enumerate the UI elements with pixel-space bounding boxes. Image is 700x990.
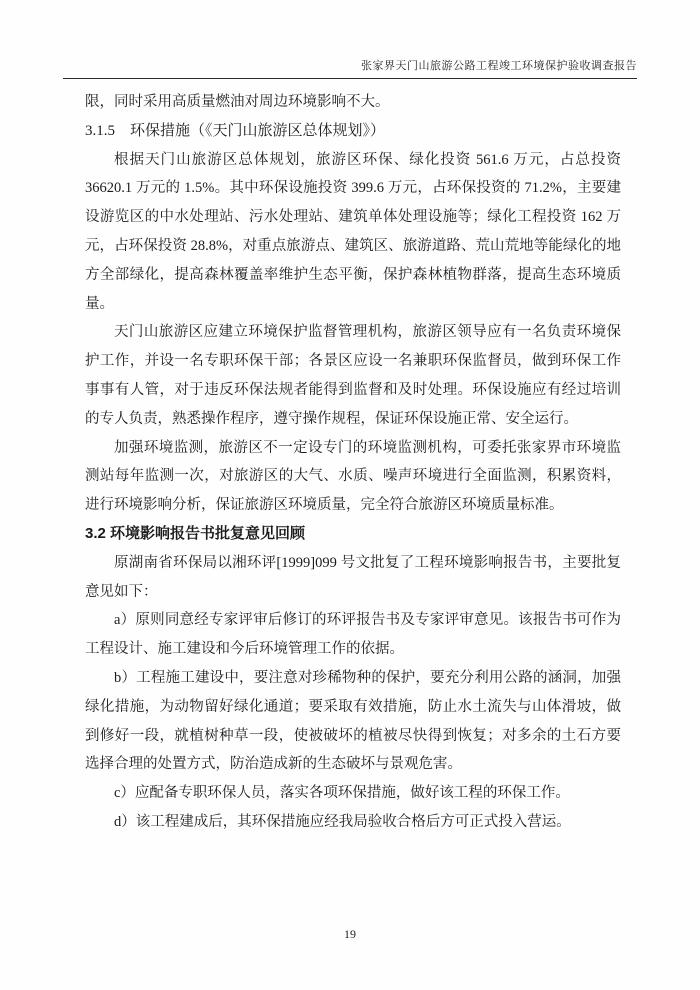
paragraph-supervision: 天门山旅游区应建立环境保护监督管理机构，旅游区领导应有一名负责环境保护工作，并设一名专职环保干部；各景区应设一名兼职环保监督员，做到环保工作事事有人管，对于违反环保法规者能得到监督和及时处理。环保设施应有经过培训的专人负责，熟悉操作程序，遵守操作规程，保证环保设施正常、安全运行。 <box>85 324 621 427</box>
approval-item-a: a）原则同意经专家评审后修订的环评报告书及专家评审意见。该报告书可作为工程设计、施工建设和今后环境管理工作的依据。 <box>85 612 621 658</box>
page-number: 19 <box>344 927 356 941</box>
page-body <box>85 88 621 837</box>
approval-item-b: b）工程施工建设中，要注意对珍稀物种的保护，要充分利用公路的涵洞，加强绿化措施，为动物留好绿化通道；要采取有效措施，防止水土流失与山体滑坡，做到修好一段，就植树种草一段，使被破坏的植被尽快得到恢复；对多余的土石方要选择合理的处置方式，防治造成新的生态破坏与景观危害。 <box>85 669 621 773</box>
section-heading-3-2: 3.2 环境影响报告书批复意见回顾 <box>85 524 306 542</box>
page-footer <box>0 927 700 942</box>
paragraph-approval-intro: 原湖南省环保局以湘环评[1999]099 号文批复了工程环境影响报告书，主要批复意见如下： <box>85 554 621 600</box>
running-header-title: 张家界天门山旅游公路工程竣工环境保护验收调查报告 <box>361 60 637 72</box>
approval-item-d: d）该工程建成后，其环保措施应经我局验收合格后方可正式投入营运。 <box>114 813 571 830</box>
running-header <box>63 57 637 79</box>
continuation-paragraph: 限，同时采用高质量燃油对周边环境影响不大。 <box>85 94 390 110</box>
paragraph-monitoring: 加强环境监测，旅游区不一定设专门的环境监测机构，可委托张家界市环境监测站每年监测一次，对旅游区的大气、水质、噪声环境进行全面监测，积累资料，进行环境影响分析，保证旅游区环境质量，完全符合旅游区环境质量标准。 <box>85 439 621 514</box>
paragraph-investment: 根据天门山旅游区总体规划，旅游区环保、绿化投资 561.6 万元，占总投资 36620.1 万元的 1.5%。其中环保设施投资 399.6 万元，占环保投资的 71.2%，主要建设游览区的中水处理站、污水处理站、建筑单体处理设施等；绿化工程投资 162 万元，占环保投资 28.8%，对重点旅游点、建筑区、旅游道路、荒山荒地等能绿化的地方全部绿化，提高森林覆盖率维护生态平衡，保护森林植物群落，提高生态环境质量。 <box>85 151 621 312</box>
approval-item-c: c）应配备专职环保人员，落实各项环保措施，做好该工程的环保工作。 <box>114 785 570 802</box>
section-heading-3-1-5: 3.1.5 环保措施（《天门山旅游区总体规划》） <box>85 122 386 139</box>
